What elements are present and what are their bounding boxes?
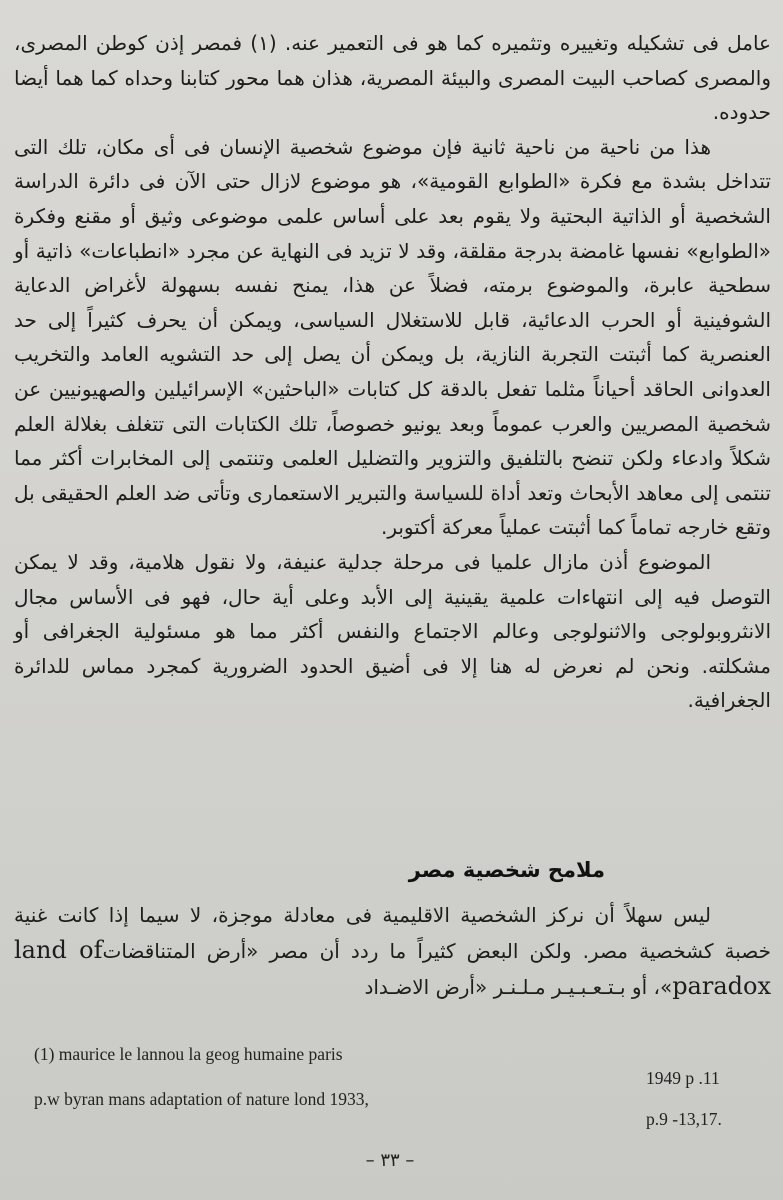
paragraph-4-arabic: ليس سهلاً أن نركز الشخصية الاقليمية فى معادلة موجزة، لا سيما إذا كانت غنية خصبة كشخصية مصر. ولكن البعض كثيراً ما ردد أن مصر «أرض المتناقضات [14, 903, 771, 963]
footnote-line-1: (1) maurice le lannou la geog humaine paris [34, 1044, 343, 1064]
paragraph-1: عامل فى تشكيله وتغييره وتثميره كما هو فى التعمير عنه. (١) فمصر إذن كوطن المصرى، والمصرى كصاحب البيت المصرى والبيئة المصرية، هذان هما محور كتابنا وحداه كما هما أيضا حدوده. [14, 31, 771, 125]
paragraph-3: الموضوع أذن مازال علميا فى مرحلة جدلية عنيفة، ولا نقول هلامية، وقد لا يمكن التوصل فيه إلى انتهاءات علمية يقينية إلى الأبد وعلى أية حال، فهو فى الأساس مجال الانثروبولوجى والاثنولوجى وعالم الاجتماع والنفس أكثر مما هو مسئولية الجغرافى أو مشكلته. ونحن لم نعرض له هنا إلا فى أضيق الحدود الضرورية كمجرد مماس للدائرة الجغرافية. [14, 549, 771, 713]
section-heading: ملامح شخصية مصر [408, 858, 605, 882]
footnote-line-2: p.w byran mans adaptation of nature lond 1933, [34, 1089, 369, 1109]
footnote-line-2-page: p.9 -13,17. [646, 1109, 722, 1129]
footnote-line-1-page: 1949 p .11 [646, 1068, 720, 1088]
paragraph-4-latin: land of paradox [14, 936, 771, 1000]
section-text-block [14, 898, 771, 1005]
paragraph-2: هذا من ناحية من ناحية ثانية فإن موضوع شخصية الإنسان فى أى مكان، تلك التى تتداخل بشدة مع فكرة «الطوابع القومية»، هو موضوع لازال حتى الآن فى دائرة الدراسة الشخصية أو الذاتية البحتية ولا يقوم بعد على أساس علمى موضوعى وثيق أو مقنع وفكرة «الطوابع» نفسها غامضة بدرجة مقلقة، وقد لا تزيد فى النهاية عن مجرد «انطباعات» ذاتية أو سطحية عابرة، والموضوع برمته، فضلاً عن هذا، يمنح نفسه بسهولة لأغراض الدعاية الشوفينية أو الحرب الدعائية، قابل للاستغلال السياسى، ويمكن أن يحرف كثيراً إلى حد العنصرية كما أثبتت التجربة النازية، بل ويمكن أن يصل إلى حد التشويه العامد والتخريب العدوانى الحاقد أحياناً مثلما تفعل بالدقة كل كتابات «الباحثين» الإسرائيلين والصهيونيين عن شخصية المصريين والعرب عموماً وبعد يونيو خصوصاً، تلك الكتابات التى تتغلف بغلالة العلم شكلاً وادعاء ولكن تنضح بالتلفيق والتزوير والتضليل العلمى وتنتمى إلى المخابرات أكثر مما تنتمى إلى معاهد الأبحاث وتعد أداة للسياسة والتبرير الاستعمارى وتأتى ضد العلم الحقيقى بل وتقع خارجه تماماً كما أثبتت عملياً معركة أكتوبر. [14, 134, 771, 540]
page-number: – ٣٣ – [365, 1150, 415, 1171]
main-text-block [14, 26, 771, 718]
paragraph-4-tail: »، أو بـتـعـبـيـر مـلـنـر «أرض الاضـداد [364, 975, 673, 999]
paragraph-4 [14, 898, 771, 1005]
